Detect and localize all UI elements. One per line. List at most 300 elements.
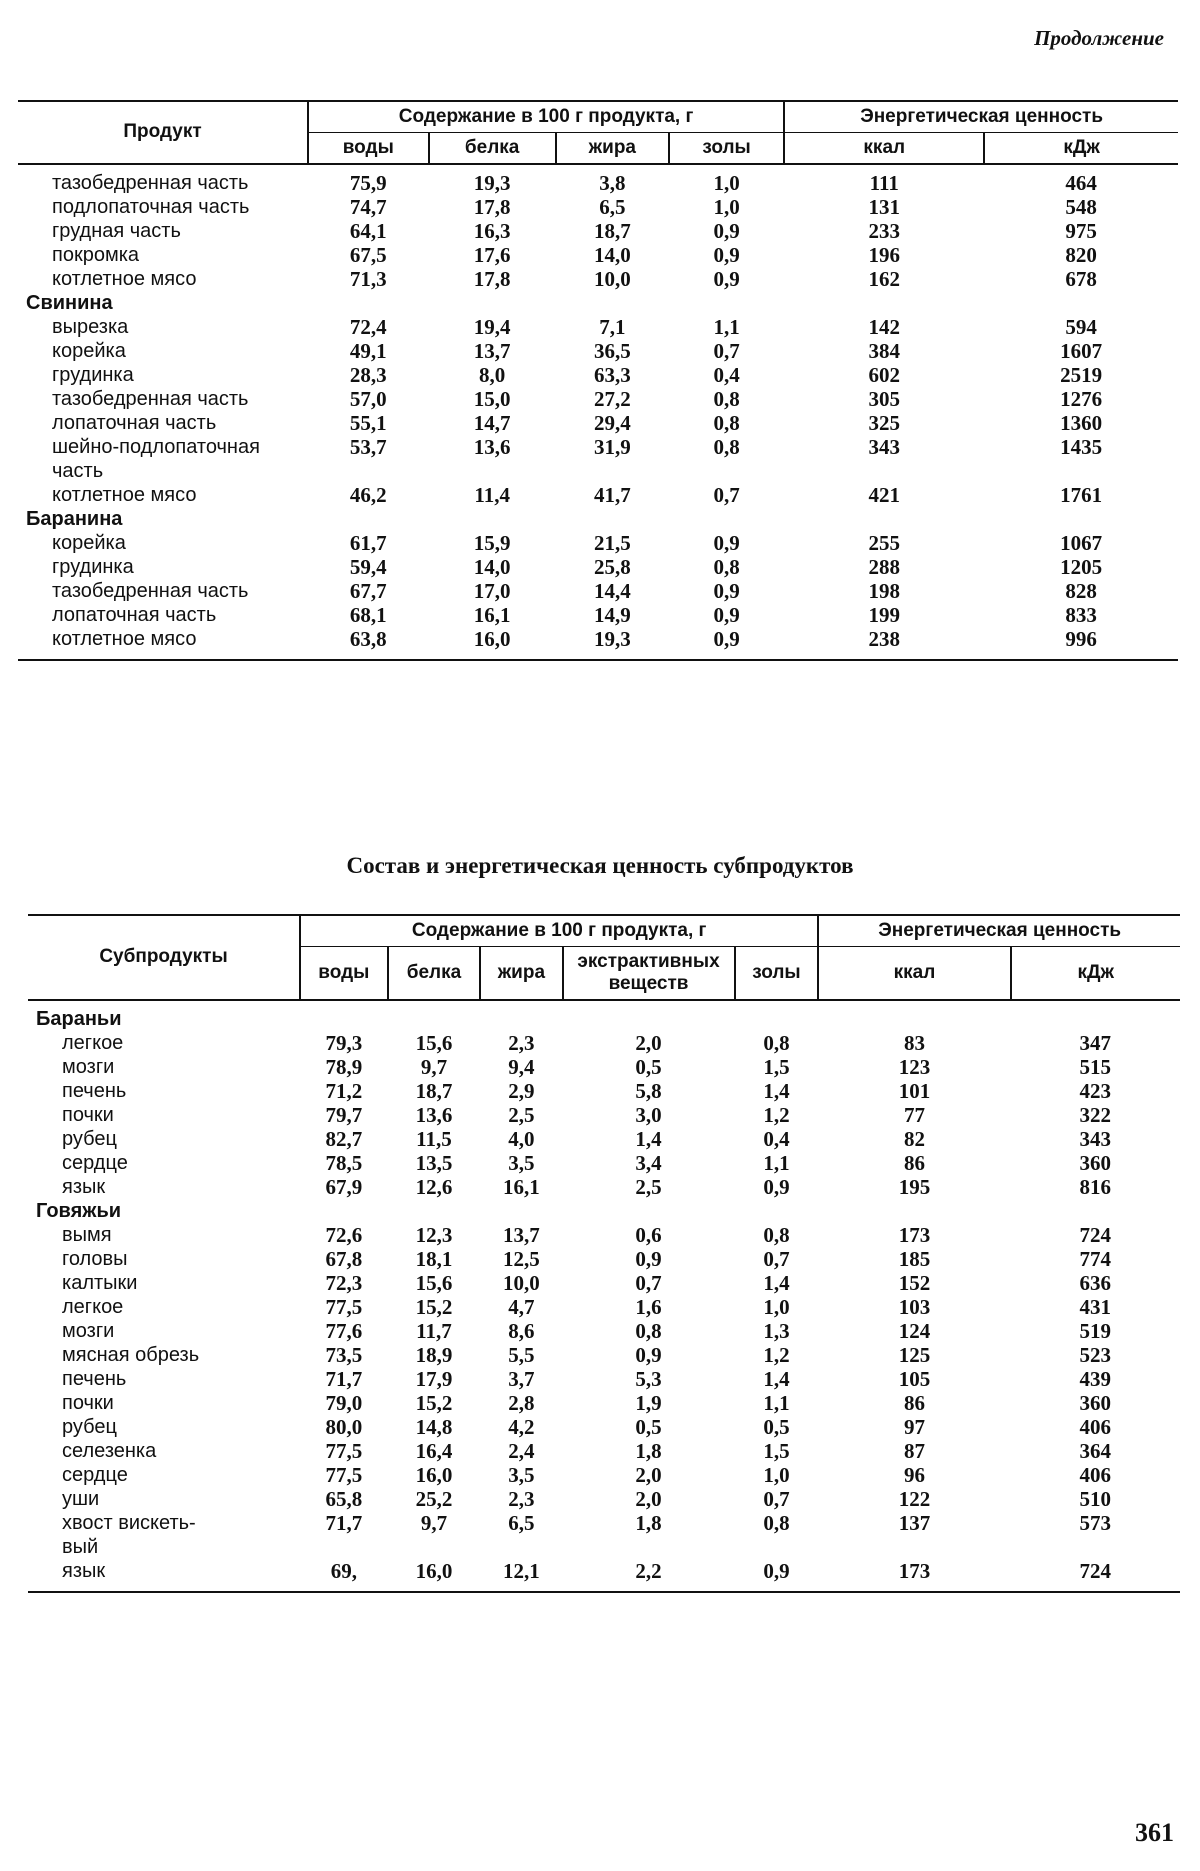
table-row bbox=[28, 1559, 1180, 1592]
table-cell: 3,4 bbox=[635, 1150, 662, 1175]
table-cell: 111 bbox=[869, 170, 899, 195]
table-row bbox=[28, 1079, 1180, 1103]
table-cell bbox=[784, 507, 984, 531]
table-cell: 0,9 bbox=[669, 627, 784, 660]
table-cell bbox=[300, 1000, 388, 1031]
table-cell: 17,8 bbox=[473, 266, 511, 291]
row-label: почки bbox=[62, 1391, 114, 1414]
table-cell: 0,8 bbox=[635, 1318, 662, 1343]
table-cell: 3,7 bbox=[508, 1366, 535, 1391]
table-cell: 72,6 bbox=[325, 1222, 363, 1247]
table-cell: 71,7 bbox=[325, 1510, 363, 1535]
table-row bbox=[18, 219, 1178, 243]
table-cell: 1,8 bbox=[635, 1438, 662, 1463]
table-cell: 10,0 bbox=[502, 1270, 540, 1295]
table-cell: 423 bbox=[1079, 1078, 1112, 1103]
table-cell bbox=[818, 1199, 1010, 1223]
table-cell bbox=[556, 507, 669, 531]
row-label: рубец bbox=[62, 1127, 117, 1150]
table-cell: 46,2 bbox=[349, 482, 387, 507]
table-cell: 996 bbox=[984, 627, 1178, 660]
table-cell: 13,7 bbox=[502, 1222, 540, 1247]
table-cell: 0,8 bbox=[713, 434, 740, 459]
table-cell: 0,8 bbox=[713, 410, 740, 435]
row-label: котлетное мясо bbox=[52, 267, 197, 290]
row-label: рубец bbox=[62, 1415, 117, 1438]
table-row bbox=[18, 363, 1178, 387]
table-cell: 724 bbox=[1011, 1559, 1180, 1592]
table-cell bbox=[480, 1000, 562, 1031]
table-cell: 820 bbox=[1065, 242, 1097, 267]
table-cell: 636 bbox=[1079, 1270, 1112, 1295]
table-cell: 63,3 bbox=[593, 362, 631, 387]
table-cell: 82 bbox=[903, 1126, 925, 1151]
table-cell: 0,9 bbox=[713, 530, 740, 555]
table-cell: 2,0 bbox=[635, 1030, 662, 1055]
table-cell: 325 bbox=[868, 410, 900, 435]
table-row bbox=[18, 507, 1178, 531]
table-cell bbox=[388, 1199, 481, 1223]
table-cell bbox=[308, 507, 429, 531]
row-label: лопаточная часть bbox=[52, 411, 217, 434]
row-label: мясная обрезь bbox=[62, 1343, 200, 1366]
table-cell: 195 bbox=[898, 1174, 931, 1199]
table-cell: 16,4 bbox=[415, 1438, 453, 1463]
table-cell bbox=[1011, 1199, 1180, 1223]
row-label: язык bbox=[28, 1559, 300, 1592]
table-row bbox=[18, 459, 1178, 483]
row-label: сердце bbox=[62, 1151, 128, 1174]
table-cell: 0,8 bbox=[713, 554, 740, 579]
table-cell: 64,1 bbox=[349, 218, 387, 243]
table-cell: 96 bbox=[903, 1462, 925, 1487]
table-cell: 519 bbox=[1079, 1318, 1112, 1343]
table-cell bbox=[784, 291, 984, 315]
column-header: экстрактивных веществ bbox=[563, 946, 735, 999]
row-label: легкое bbox=[62, 1295, 124, 1318]
table-cell: 1,5 bbox=[763, 1438, 790, 1463]
table-cell: 364 bbox=[1079, 1438, 1112, 1463]
table-cell bbox=[984, 459, 1178, 483]
table-cell: 1,1 bbox=[763, 1150, 790, 1175]
table-cell: 13,5 bbox=[415, 1150, 453, 1175]
table-cell: 594 bbox=[1065, 314, 1097, 339]
table-cell: 0,9 bbox=[713, 578, 740, 603]
table-row bbox=[28, 1103, 1180, 1127]
table-cell: 0,8 bbox=[763, 1510, 790, 1535]
table-cell: 406 bbox=[1079, 1414, 1112, 1439]
table-cell: 87 bbox=[903, 1438, 925, 1463]
table-cell bbox=[1011, 1000, 1180, 1031]
table-cell: 199 bbox=[868, 602, 900, 627]
table-row bbox=[18, 387, 1178, 411]
table-cell: 31,9 bbox=[593, 434, 631, 459]
table-cell bbox=[429, 507, 556, 531]
table-cell: 16,1 bbox=[473, 602, 511, 627]
table-cell: 77,6 bbox=[325, 1318, 363, 1343]
table-cell: 288 bbox=[868, 554, 900, 579]
table-cell: 71,3 bbox=[349, 266, 387, 291]
table-cell bbox=[1011, 1535, 1180, 1559]
table-cell bbox=[556, 459, 669, 483]
table-cell: 101 bbox=[898, 1078, 931, 1103]
row-label: вырезка bbox=[52, 315, 129, 338]
table-row bbox=[18, 339, 1178, 363]
column-header: воды bbox=[308, 132, 429, 163]
table-cell: 1,4 bbox=[635, 1126, 662, 1151]
table-cell: 384 bbox=[868, 338, 900, 363]
table-cell: 16,0 bbox=[388, 1559, 481, 1592]
table-cell: 14,8 bbox=[415, 1414, 453, 1439]
table-row bbox=[28, 1367, 1180, 1391]
row-label: покромка bbox=[52, 243, 140, 266]
table-cell bbox=[563, 1535, 735, 1559]
energy-group-header: Энергетическая ценность bbox=[784, 101, 1178, 132]
table-cell: 343 bbox=[1079, 1126, 1112, 1151]
table-cell: 49,1 bbox=[349, 338, 387, 363]
table-row bbox=[28, 1247, 1180, 1271]
table-cell bbox=[480, 1535, 562, 1559]
table-cell: 1761 bbox=[1060, 482, 1103, 507]
column-header: ккал bbox=[818, 946, 1010, 999]
table-cell bbox=[984, 507, 1178, 531]
row-label: шейно-подлопаточная bbox=[52, 435, 260, 458]
column-header: жира bbox=[556, 132, 669, 163]
table-row bbox=[28, 1199, 1180, 1223]
table-cell: 0,8 bbox=[763, 1222, 790, 1247]
table-cell: 75,9 bbox=[349, 170, 387, 195]
table-cell: 1,9 bbox=[635, 1390, 662, 1415]
table-cell: 406 bbox=[1079, 1462, 1112, 1487]
table-cell: 3,0 bbox=[635, 1102, 662, 1127]
table-row bbox=[28, 1391, 1180, 1415]
column-header: кДж bbox=[984, 132, 1178, 163]
table-row bbox=[18, 291, 1178, 315]
table-row bbox=[18, 603, 1178, 627]
table-cell: 1205 bbox=[1060, 554, 1103, 579]
table-cell: 1,2 bbox=[763, 1102, 790, 1127]
table-cell: 1,0 bbox=[763, 1462, 790, 1487]
table-cell: 14,9 bbox=[593, 602, 631, 627]
table-row bbox=[28, 1535, 1180, 1559]
table-cell bbox=[556, 291, 669, 315]
table-cell: 16,1 bbox=[502, 1174, 540, 1199]
table-cell: 439 bbox=[1079, 1366, 1112, 1391]
table-cell: 5,5 bbox=[508, 1342, 535, 1367]
table-cell: 9,7 bbox=[420, 1054, 448, 1079]
table-cell: 9,7 bbox=[420, 1510, 448, 1535]
table-cell: 2,2 bbox=[563, 1559, 735, 1592]
table-cell: 0,5 bbox=[635, 1414, 662, 1439]
row-label: мозги bbox=[62, 1055, 115, 1078]
table-cell: 0,9 bbox=[635, 1246, 662, 1271]
table-cell: 14,7 bbox=[473, 410, 511, 435]
row-label: тазобедренная часть bbox=[52, 579, 249, 602]
table-cell bbox=[818, 1535, 1010, 1559]
product-column-header: Субпродукты bbox=[28, 915, 300, 1000]
table-row bbox=[28, 1055, 1180, 1079]
table-cell: 142 bbox=[868, 314, 900, 339]
category-label: Говяжьи bbox=[36, 1199, 122, 1222]
table-cell: 0,7 bbox=[763, 1486, 790, 1511]
table-cell: 77,5 bbox=[325, 1438, 363, 1463]
table-cell: 5,8 bbox=[635, 1078, 662, 1103]
table-cell: 0,9 bbox=[635, 1342, 662, 1367]
table-row bbox=[28, 1295, 1180, 1319]
table-row bbox=[18, 267, 1178, 291]
table-cell bbox=[735, 1535, 819, 1559]
table-cell: 431 bbox=[1079, 1294, 1112, 1319]
table-cell: 15,6 bbox=[415, 1030, 453, 1055]
category-label: Бараньи bbox=[36, 1007, 122, 1030]
table-cell: 2,0 bbox=[635, 1486, 662, 1511]
table-cell: 18,9 bbox=[415, 1342, 453, 1367]
table-cell: 11,7 bbox=[416, 1318, 452, 1343]
table-cell: 36,5 bbox=[593, 338, 631, 363]
table-cell: 25,2 bbox=[415, 1486, 453, 1511]
table-cell: 74,7 bbox=[349, 194, 387, 219]
table-cell: 78,5 bbox=[325, 1150, 363, 1175]
table-cell bbox=[308, 291, 429, 315]
table-cell: 15,9 bbox=[473, 530, 511, 555]
table-cell: 83 bbox=[903, 1030, 925, 1055]
row-label: мозги bbox=[62, 1319, 115, 1342]
table-cell: 79,7 bbox=[325, 1102, 363, 1127]
table-cell bbox=[388, 1000, 481, 1031]
row-label: корейка bbox=[52, 339, 126, 362]
table-cell: 17,9 bbox=[415, 1366, 453, 1391]
table-cell: 15,6 bbox=[415, 1270, 453, 1295]
row-label: почки bbox=[62, 1103, 114, 1126]
table-cell: 0,9 bbox=[713, 602, 740, 627]
table-cell: 27,2 bbox=[593, 386, 631, 411]
table-row bbox=[28, 1127, 1180, 1151]
column-header: золы bbox=[735, 946, 819, 999]
table-cell: 1435 bbox=[1060, 434, 1103, 459]
table-cell: 0,6 bbox=[635, 1222, 662, 1247]
table-row bbox=[28, 1487, 1180, 1511]
table-cell: 124 bbox=[898, 1318, 931, 1343]
table-cell: 16,0 bbox=[415, 1462, 453, 1487]
table-cell: 29,4 bbox=[593, 410, 631, 435]
table-cell: 3,8 bbox=[599, 170, 626, 195]
table-cell: 0,5 bbox=[635, 1054, 662, 1079]
table-cell: 510 bbox=[1079, 1486, 1112, 1511]
table-row bbox=[18, 315, 1178, 339]
table-cell: 17,6 bbox=[473, 242, 511, 267]
table-cell: 0,9 bbox=[713, 242, 740, 267]
table-cell: 19,4 bbox=[473, 314, 511, 339]
row-label: селезенка bbox=[62, 1439, 157, 1462]
row-label: подлопаточная часть bbox=[52, 195, 250, 218]
table-cell: 2,3 bbox=[508, 1486, 535, 1511]
table-cell: 1,0 bbox=[713, 194, 740, 219]
table-cell: 816 bbox=[1079, 1174, 1112, 1199]
table-cell: 173 bbox=[898, 1222, 931, 1247]
table-cell: 515 bbox=[1079, 1054, 1112, 1079]
table-cell: 8,6 bbox=[508, 1318, 535, 1343]
table-cell: 16,3 bbox=[473, 218, 511, 243]
table-row bbox=[18, 195, 1178, 219]
table-cell: 86 bbox=[903, 1150, 925, 1175]
row-label: язык bbox=[62, 1175, 106, 1198]
table-cell: 14,4 bbox=[593, 578, 631, 603]
table-cell: 1,1 bbox=[713, 314, 740, 339]
content-group-header: Содержание в 100 г продукта, г bbox=[300, 915, 818, 946]
table-body bbox=[18, 164, 1178, 660]
table-cell: 73,5 bbox=[325, 1342, 363, 1367]
row-label: часть bbox=[52, 459, 104, 482]
table-cell: 2,5 bbox=[508, 1102, 535, 1127]
table-cell: 0,8 bbox=[763, 1030, 790, 1055]
content-group-header: Содержание в 100 г продукта, г bbox=[308, 101, 784, 132]
table-row bbox=[28, 1319, 1180, 1343]
table-cell: 131 bbox=[868, 194, 900, 219]
table-cell: 198 bbox=[868, 578, 900, 603]
table-cell: 71,7 bbox=[325, 1366, 363, 1391]
row-label: вымя bbox=[62, 1223, 112, 1246]
table-cell: 65,8 bbox=[325, 1486, 363, 1511]
row-label: грудинка bbox=[52, 555, 134, 578]
table-cell: 41,7 bbox=[593, 482, 631, 507]
table-row bbox=[18, 164, 1178, 195]
table-cell: 18,7 bbox=[415, 1078, 453, 1103]
table-cell: 1360 bbox=[1060, 410, 1103, 435]
table-cell: 69, bbox=[300, 1559, 388, 1592]
table-cell: 0,7 bbox=[635, 1270, 662, 1295]
table-cell: 59,4 bbox=[349, 554, 387, 579]
table-cell: 6,5 bbox=[508, 1510, 535, 1535]
table-cell: 3,5 bbox=[508, 1462, 535, 1487]
table-cell: 12,6 bbox=[415, 1174, 453, 1199]
table-cell: 12,1 bbox=[480, 1559, 562, 1592]
product-column-header: Продукт bbox=[18, 101, 308, 164]
table-cell: 13,6 bbox=[473, 434, 511, 459]
table-cell: 8,0 bbox=[479, 362, 506, 387]
table2-title: Состав и энергетическая ценность субпродуктов bbox=[346, 853, 854, 878]
table-cell: 4,2 bbox=[508, 1414, 535, 1439]
table-cell: 602 bbox=[868, 362, 900, 387]
table-cell: 122 bbox=[898, 1486, 931, 1511]
table-cell: 0,4 bbox=[713, 362, 740, 387]
table-cell: 71,2 bbox=[325, 1078, 363, 1103]
table-cell: 0,4 bbox=[763, 1126, 790, 1151]
table-row bbox=[18, 243, 1178, 267]
column-header: белка bbox=[429, 132, 556, 163]
table-cell: 16,0 bbox=[429, 627, 556, 660]
table-cell: 1,4 bbox=[763, 1270, 790, 1295]
table-cell: 185 bbox=[898, 1246, 931, 1271]
table-cell: 5,3 bbox=[635, 1366, 662, 1391]
row-label: корейка bbox=[52, 531, 126, 554]
column-header: золы bbox=[669, 132, 784, 163]
table-cell: 67,7 bbox=[349, 578, 387, 603]
row-label: головы bbox=[62, 1247, 128, 1270]
table-cell: 774 bbox=[1079, 1246, 1112, 1271]
row-label: тазобедренная часть bbox=[52, 387, 249, 410]
column-header: белка bbox=[388, 946, 481, 999]
table-cell: 2,9 bbox=[508, 1078, 535, 1103]
table-cell: 77 bbox=[903, 1102, 925, 1127]
table-cell: 421 bbox=[868, 482, 900, 507]
table-cell: 68,1 bbox=[349, 602, 387, 627]
table-cell: 14,0 bbox=[473, 554, 511, 579]
row-label: лопаточная часть bbox=[52, 603, 217, 626]
table-cell bbox=[308, 459, 429, 483]
table-cell: 1,4 bbox=[763, 1366, 790, 1391]
table-cell: 3,5 bbox=[508, 1150, 535, 1175]
row-label: уши bbox=[62, 1487, 100, 1510]
table-cell: 1607 bbox=[1060, 338, 1103, 363]
table-row bbox=[28, 1415, 1180, 1439]
table-cell: 2,4 bbox=[508, 1438, 535, 1463]
table-cell: 2,0 bbox=[635, 1462, 662, 1487]
table-cell: 233 bbox=[868, 218, 900, 243]
row-label: грудная часть bbox=[52, 219, 181, 242]
table-cell bbox=[735, 1199, 819, 1223]
table-cell: 1,1 bbox=[763, 1390, 790, 1415]
table-cell: 678 bbox=[1065, 266, 1097, 291]
table-cell: 105 bbox=[898, 1366, 931, 1391]
table-meat-composition bbox=[18, 100, 1178, 661]
table-row bbox=[28, 1031, 1180, 1055]
row-label: котлетное мясо bbox=[52, 483, 197, 506]
table-cell: 0,8 bbox=[713, 386, 740, 411]
table-cell: 322 bbox=[1079, 1102, 1112, 1127]
table-cell: 55,1 bbox=[349, 410, 387, 435]
table-cell: 360 bbox=[1079, 1150, 1112, 1175]
table-cell: 137 bbox=[898, 1510, 931, 1535]
table-cell: 975 bbox=[1065, 218, 1097, 243]
table-cell: 53,7 bbox=[349, 434, 387, 459]
table-cell: 67,5 bbox=[349, 242, 387, 267]
table-cell: 1,3 bbox=[763, 1318, 790, 1343]
row-label: легкое bbox=[62, 1031, 124, 1054]
table-row bbox=[28, 1511, 1180, 1535]
table-row bbox=[18, 411, 1178, 435]
table-cell: 12,3 bbox=[415, 1222, 453, 1247]
table-cell: 0,9 bbox=[763, 1174, 790, 1199]
table-cell: 13,7 bbox=[473, 338, 511, 363]
row-label: хвост вискеть- bbox=[62, 1511, 196, 1534]
table-row bbox=[28, 1463, 1180, 1487]
table-cell bbox=[563, 1000, 735, 1031]
table-cell bbox=[563, 1199, 735, 1223]
table-cell: 2519 bbox=[1060, 362, 1103, 387]
table-cell: 61,7 bbox=[349, 530, 387, 555]
table-cell: 4,0 bbox=[508, 1126, 535, 1151]
row-label: калтыки bbox=[62, 1271, 138, 1294]
table-cell: 1,5 bbox=[763, 1054, 790, 1079]
table-cell bbox=[480, 1199, 562, 1223]
table-cell: 19,3 bbox=[556, 627, 669, 660]
table-cell: 343 bbox=[868, 434, 900, 459]
table-cell: 173 bbox=[818, 1559, 1010, 1592]
table-row bbox=[28, 1343, 1180, 1367]
table-row bbox=[18, 483, 1178, 507]
table-cell: 0,9 bbox=[735, 1559, 819, 1592]
table-cell: 10,0 bbox=[593, 266, 631, 291]
table-cell: 0,7 bbox=[763, 1246, 790, 1271]
table-cell: 15,0 bbox=[473, 386, 511, 411]
table-cell: 2,8 bbox=[508, 1390, 535, 1415]
category-label: Баранина bbox=[26, 507, 123, 530]
table-cell: 152 bbox=[898, 1270, 931, 1295]
table-row bbox=[28, 1175, 1180, 1199]
table-row bbox=[28, 1439, 1180, 1463]
table-cell: 77,5 bbox=[325, 1294, 363, 1319]
table-cell: 4,7 bbox=[508, 1294, 535, 1319]
